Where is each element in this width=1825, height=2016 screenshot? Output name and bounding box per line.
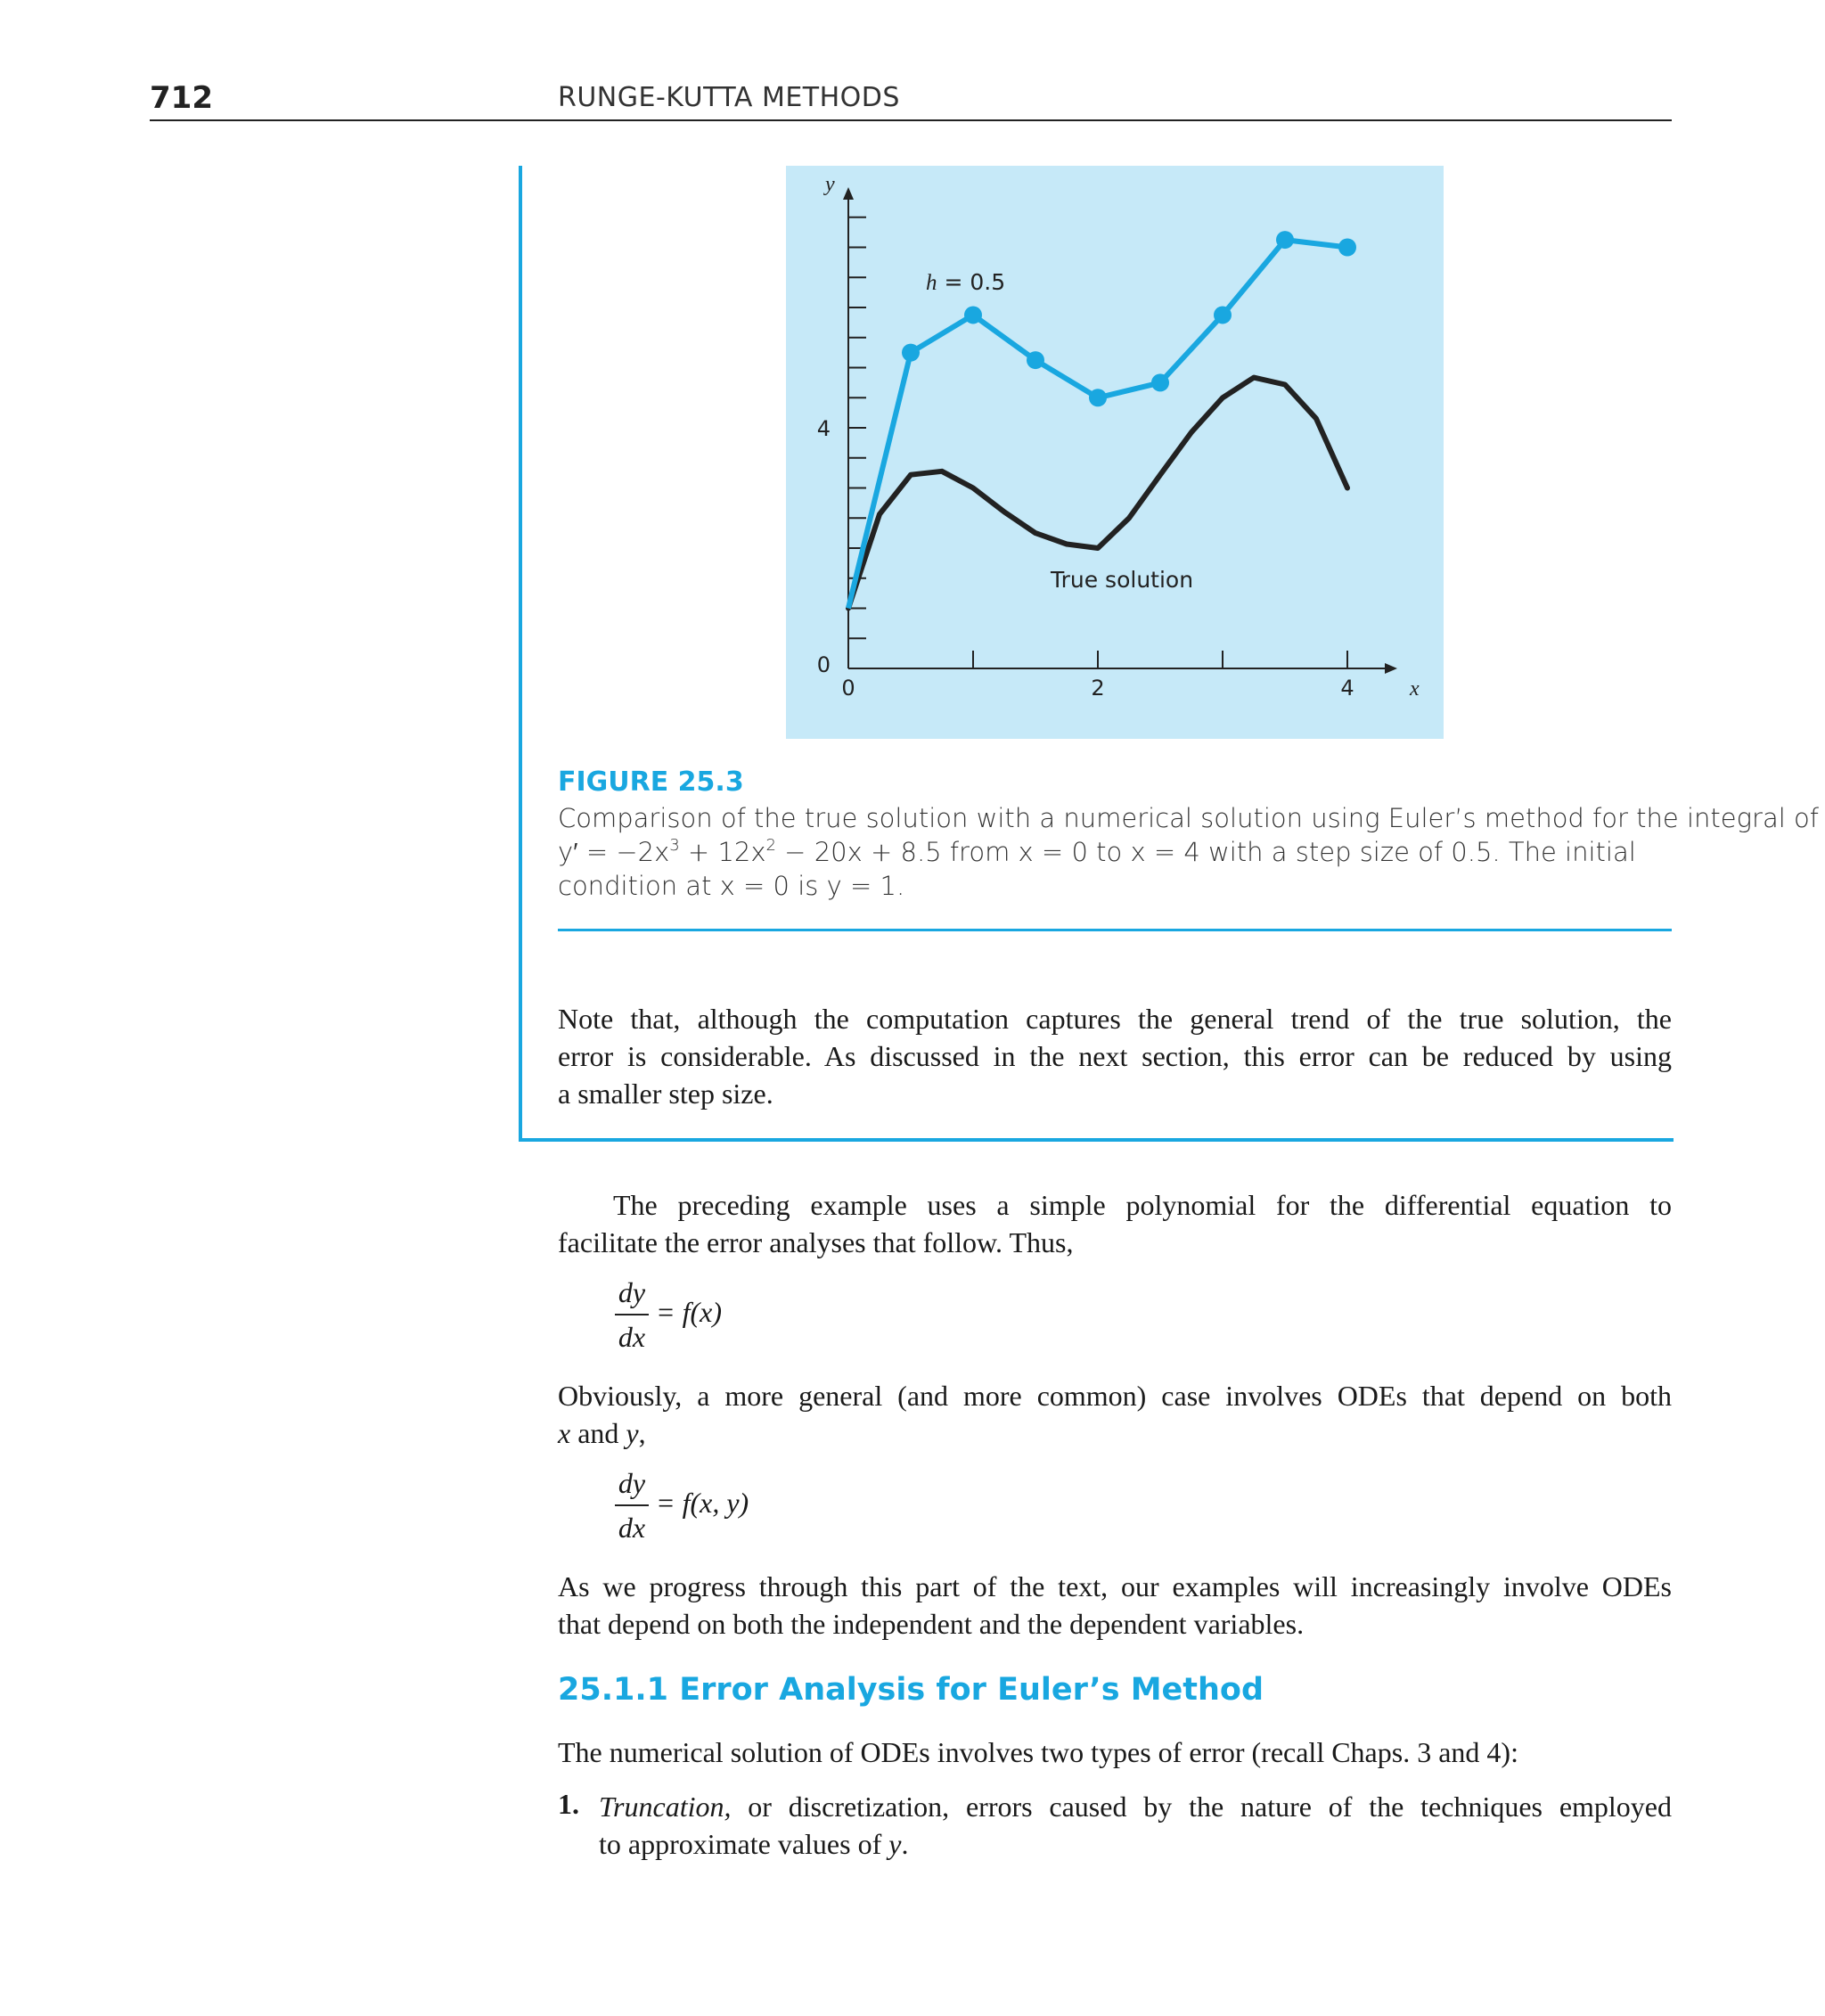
text-line: Note that, although the computation captures the general trend of the true solution, the [558, 1003, 1672, 1035]
note-paragraph [558, 1000, 1672, 1112]
x-tick-label: 4 [1340, 676, 1354, 701]
running-head: RUNGE-KUTTA METHODS [558, 82, 900, 113]
y-tick-label: 4 [816, 416, 831, 441]
fraction [615, 1465, 649, 1545]
page-number: 712 [150, 80, 213, 116]
euler-series [848, 231, 1356, 608]
euler-point [902, 344, 920, 362]
euler-line [848, 240, 1347, 608]
x-axis-arrow [1385, 663, 1397, 674]
euler-point [1338, 239, 1356, 257]
figure-label: FIGURE 25.3 [558, 766, 744, 798]
figure-chart [786, 166, 1444, 739]
text-line: error is considerable. As discussed in the next section, this error can be reduced by using [558, 1040, 1672, 1072]
equation-rhs: = f(x) [656, 1296, 722, 1328]
denominator: dx [618, 1321, 646, 1353]
example-box-bottom-rule [519, 1138, 1674, 1142]
annotation-h-value: = 0.5 [937, 269, 1006, 296]
annotation-true-solution: True solution [1051, 566, 1194, 593]
caption-line: $y' = -2x^3 + 12x^2 - 20x + 8.5$ from x = 0 to x = 4 with a step size of 0.5. The initial [558, 836, 1636, 867]
numerator: dy [618, 1467, 646, 1499]
list-item [599, 1788, 1672, 1863]
list-item-number: 1. [558, 1788, 579, 1820]
text-line: facilitate the error analyses that follow. Thus, [558, 1226, 1074, 1258]
annotation-h-var: h [926, 271, 937, 296]
chart-svg [786, 166, 1444, 739]
euler-point [964, 306, 982, 324]
caption-divider [558, 929, 1672, 931]
euler-point [1027, 351, 1044, 369]
text-line: to approximate values of y. [599, 1828, 909, 1860]
text-line: a smaller step size. [558, 1078, 773, 1110]
fraction-bar [615, 1504, 649, 1506]
euler-point [1089, 389, 1107, 406]
list-item-text: or discretization, errors caused by the nature of the techniques employed [748, 1791, 1673, 1823]
numerator: dy [618, 1276, 646, 1308]
euler-point [1276, 231, 1294, 249]
x-tick-label: 2 [1091, 676, 1105, 701]
paragraph-general-case [558, 1377, 1672, 1452]
text-line: The numerical solution of ODEs involves two types of error (recall Chaps. 3 and 4): [558, 1736, 1518, 1768]
y-axis-label: y [825, 173, 835, 196]
y-axis-arrow [843, 187, 854, 200]
chart-labels [817, 173, 1420, 701]
caption-line: Comparison of the true solution with a numerical solution using Euler’s method for the integral of [558, 803, 1819, 833]
example-box-left-rule [519, 166, 522, 1142]
text-line: that depend on both the independent and the dependent variables. [558, 1608, 1305, 1640]
page-header [150, 80, 1672, 121]
equation-rhs: = f(x, y) [656, 1487, 749, 1519]
text-line [599, 1788, 1672, 1825]
section-heading: 25.1.1 Error Analysis for Euler’s Method [558, 1672, 1264, 1708]
text-line: Obviously, a more general (and more common) case involves ODEs that depend on both [558, 1380, 1672, 1412]
x-tick-label: 0 [841, 676, 855, 701]
euler-point [1214, 306, 1232, 324]
figure-caption [558, 801, 1819, 903]
denominator: dx [618, 1512, 646, 1544]
paragraph-progress [558, 1568, 1672, 1643]
text-line: x and y, [558, 1417, 646, 1449]
annotation-h [926, 269, 1005, 295]
caption-line: condition at x = 0 is y = 1. [558, 871, 905, 901]
y-tick-label: 0 [816, 652, 831, 677]
fraction [615, 1274, 649, 1355]
fraction-bar [615, 1314, 649, 1315]
paragraph-preceding-example [558, 1186, 1672, 1261]
text-line: As we progress through this part of the text, our examples will increasingly involve ODEs [558, 1570, 1672, 1602]
list-item-term: Truncation, [599, 1791, 732, 1823]
axes [843, 187, 1397, 674]
x-axis-label: x [1410, 677, 1420, 701]
euler-point [1151, 373, 1169, 391]
text-line: The preceding example uses a simple polynomial for the differential equation to [613, 1189, 1672, 1221]
paragraph-error-types [558, 1733, 1672, 1771]
